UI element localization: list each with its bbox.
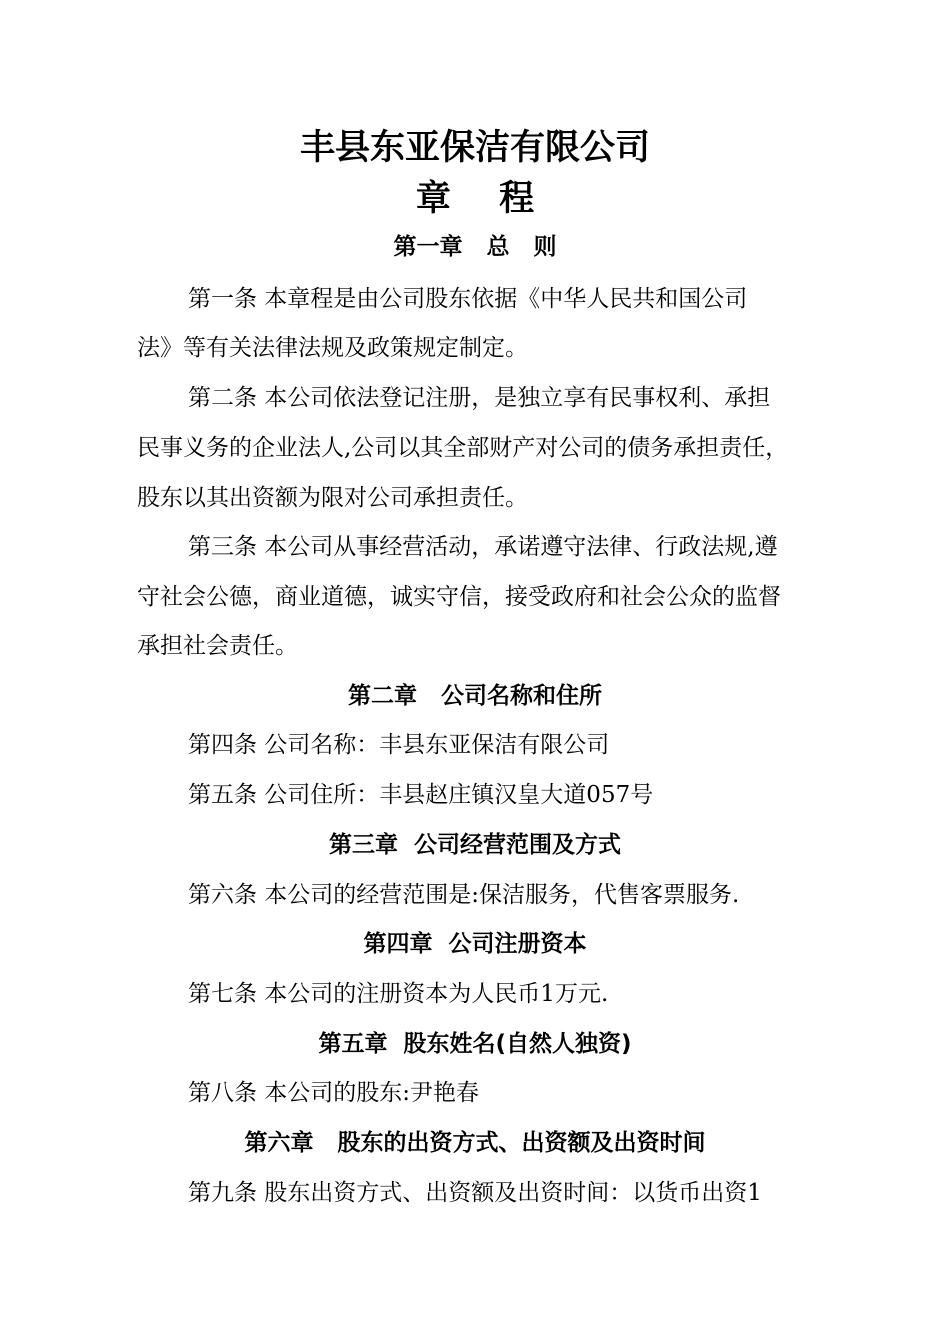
article-line: 第一条 本章程是由公司股东依据《中华人民共和国公司: [188, 286, 748, 312]
article-line: 第四条 公司名称：丰县东亚保洁有限公司: [188, 732, 610, 758]
article-line: 股东以其出资额为限对公司承担责任。: [137, 485, 528, 511]
article-line: 第六条 本公司的经营范围是:保洁服务，代售客票服务.: [188, 882, 740, 908]
chapter-heading: 第五章 股东姓名(自然人独资): [318, 1031, 632, 1057]
chapter-heading: 第二章 公司名称和住所: [347, 683, 603, 709]
article-line: 第二条 本公司依法登记注册，是独立享有民事权利、承担: [188, 385, 771, 411]
document-title: 丰县东亚保洁有限公司: [299, 128, 650, 168]
article-line: 第七条 本公司的注册资本为人民币1万元.: [188, 981, 609, 1007]
chapter-heading: 第六章 股东的出资方式、出资额及出资时间: [244, 1130, 706, 1156]
article-line: 守社会公德，商业道德，诚实守信，接受政府和社会公众的监督: [137, 584, 781, 610]
chapter-heading: 第三章 公司经营范围及方式: [328, 832, 621, 858]
article-line: 法》等有关法律法规及政策规定制定。: [137, 335, 528, 361]
chapter-heading: 第一章 总 则: [393, 234, 557, 260]
article-line: 第三条 本公司从事经营活动，承诺遵守法律、行政法规,遵: [188, 534, 778, 560]
article-line: 第五条 公司住所：丰县赵庄镇汉皇大道057号: [188, 782, 654, 808]
chapter-heading: 第四章 公司注册资本: [363, 931, 587, 957]
document-subtitle: 章 程: [415, 179, 553, 219]
article-line: 第九条 股东出资方式、出资额及出资时间：以货币出资1: [188, 1180, 762, 1206]
article-line: 民事义务的企业法人,公司以其全部财产对公司的债务承担责任，: [137, 435, 789, 461]
article-line: 第八条 本公司的股东:尹艳春: [188, 1080, 480, 1106]
article-line: 承担社会责任。: [137, 633, 298, 659]
